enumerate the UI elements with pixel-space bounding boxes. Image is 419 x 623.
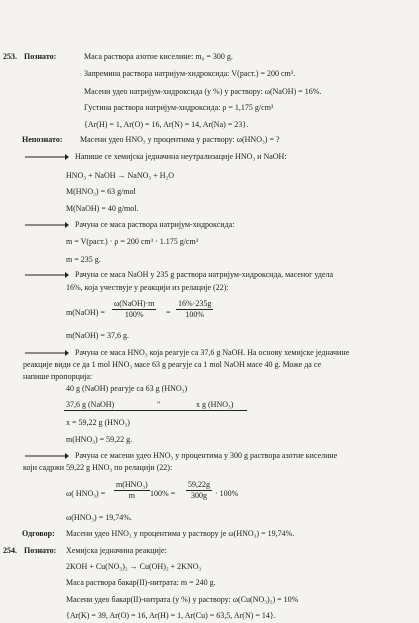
proportion-rule — [64, 410, 247, 411]
step-text: Рачуна се маса HNO₃ која реагује са 37,6 g NaOH. На основу хемијске једначине — [75, 348, 350, 357]
step-text: реакције види се да 1 mol HNO₃ масе 63 g реагује са 1 mol NaOH масе 40 g. Може да се — [23, 360, 322, 369]
step-text: Рачуна се маса раствора натријум-хидроксида: — [75, 220, 235, 229]
arrow-icon — [25, 152, 69, 162]
arrow-icon — [25, 348, 69, 358]
denominator: m — [128, 491, 135, 500]
arrow-icon — [25, 451, 69, 461]
step-text: 16%, која учествује у реакцији из релације (22): — [66, 283, 229, 292]
known-label: Познато: — [24, 52, 57, 61]
proportion-left: 37,6 g (NaOH) — [66, 400, 115, 409]
numerator: m(HNO₃) — [116, 480, 148, 489]
numerator: 59,22g — [188, 480, 210, 489]
arrow-icon — [25, 220, 69, 230]
formula-mid: 100% = — [150, 489, 176, 498]
formula-lhs: m(NaOH) = — [66, 308, 105, 317]
denominator: 100% — [124, 310, 144, 319]
given-line: Хемијска једначина реакције: — [66, 546, 167, 555]
answer-text: Масени удео HNO₃ у процентима у раствору је ω(HNO₃) = 19,74%. — [66, 529, 295, 538]
step-text: Напише се хемијска једначина неутрализације HNO₃ и NaOH: — [75, 152, 287, 161]
problem-number: 254. — [3, 546, 17, 555]
known-label: Познато: — [24, 546, 57, 555]
given-line: {Ar(K) = 39, Ar(O) = 16, Ar(H) = 1, Ar(Cu) = 63,5, Ar(N) = 14}. — [66, 611, 276, 620]
result: m = 235 g. — [66, 255, 101, 264]
molar-mass: M(HNO₃) = 63 g/mol — [66, 187, 136, 196]
unknown-label: Непознато: — [22, 135, 63, 144]
arrow-icon — [25, 270, 69, 280]
result: m(NaOH) = 37,6 g. — [66, 331, 129, 340]
given-line: Масени удео бакар(II)-нитрата (у %) у раствору: ω(Cu(NO₃)₂) = 10% — [66, 595, 299, 604]
given-line: Запремина раствора натријум-хидроксида: V(раст.) = 200 cm³. — [84, 69, 296, 78]
equals-sign: = — [166, 308, 171, 317]
step-text: Рачуна се масени удео HNO₃ у процентима у 300 g раствора азотне киселине — [75, 451, 338, 460]
result: m(HNO₃) = 59,22 g. — [66, 435, 133, 444]
ditto-mark: " — [157, 400, 161, 409]
given-line: Маса раствора бакар(II)-нитрата: m = 240 g. — [66, 578, 216, 587]
molar-mass: M(NaOH) = 40 g/mol. — [66, 204, 139, 213]
given-line: {Ar(H) = 1, Ar(O) = 16, Ar(N) = 14, Ar(Na) = 23}. — [84, 120, 249, 129]
problem-number: 253. — [3, 52, 17, 61]
denominator: 300g — [191, 491, 207, 500]
fraction — [176, 300, 213, 319]
answer-label: Одговор: — [22, 529, 55, 538]
chemical-equation: HNO₃ + NaOH → NaNO₃ + H₂O — [66, 171, 175, 180]
given-line: Маса раствора азотне киселине: m₀ = 300 g. — [84, 52, 233, 61]
result: ω(HNO₃) = 19,74%. — [66, 513, 132, 522]
step-text: напише пропорција: — [23, 372, 93, 381]
formula-tail: · 100% — [215, 489, 239, 498]
proportion-row: 40 g (NaOH) реагује са 63 g (HNO₃) — [66, 384, 188, 393]
fraction — [114, 481, 150, 500]
fraction — [186, 481, 212, 500]
numerator: 16%·235g — [178, 299, 212, 308]
chemical-equation: 2KOH + Cu(NO₃)₂ → Cu(OH)₂ + 2KNO₃ — [66, 562, 202, 571]
denominator: 100% — [185, 310, 204, 319]
numerator: ω(NaOH)·m — [114, 299, 155, 308]
fraction — [112, 300, 156, 319]
given-line: Густина раствора натријум-хидроксида: ρ = 1,175 g/cm³ — [84, 103, 274, 112]
formula-lhs: ω( HNO₃) = — [66, 489, 106, 498]
proportion-right: x g (HNO₃) — [196, 400, 234, 409]
step-text: Рачуна се маса NaOH у 235 g раствора натријум-хидроксида, масеног удела — [75, 270, 334, 279]
unknown-text: Масени удео HNO₃ у процентима у раствору: ω(HNO₃) = ? — [80, 135, 280, 144]
given-line: Масени удео натријум-хидроксида (у %) у раствору: ω(NaOH) = 16%. — [84, 87, 322, 96]
result: x = 59,22 g (HNO₃) — [66, 418, 130, 427]
formula: m = V(раст.) · ρ = 200 cm³ · 1.175 g/cm³ — [66, 237, 199, 246]
step-text: који садржи 59,22 g HNO₃ по релацији (22): — [23, 463, 173, 472]
